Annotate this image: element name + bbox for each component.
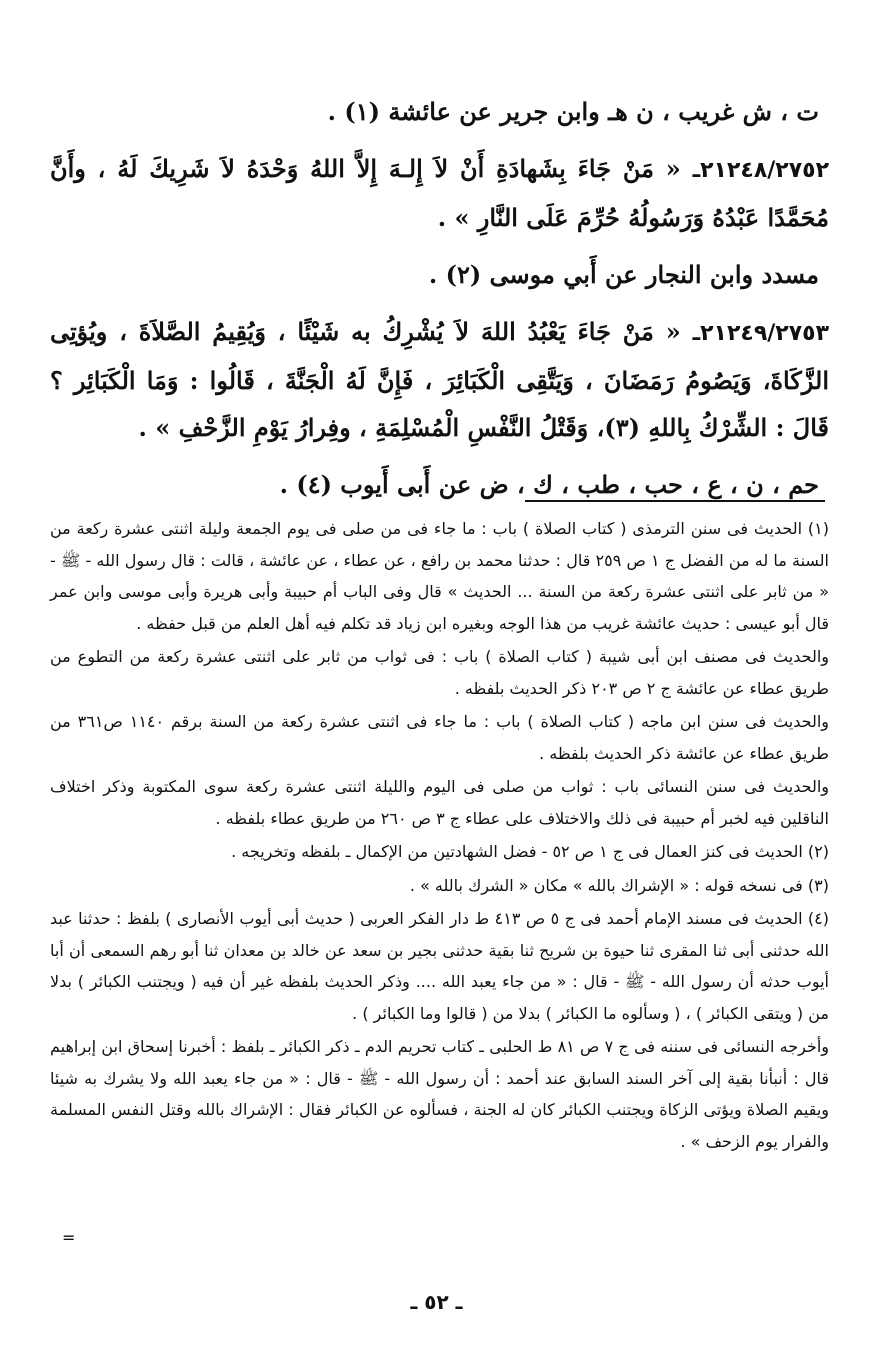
source-line-2752: مسدد وابن النجار عن أَبي موسى (٢) . (428, 260, 819, 289)
footnotes (50, 513, 829, 1159)
hadith-2752 (50, 145, 829, 241)
hadith-2753-number: ٢١٢٤٩/٢٧٥٣ـ (692, 321, 829, 346)
footnote-divider (525, 500, 825, 502)
footnote-4: (٤) الحديث فى مسند الإمام أحمد فى ج ٥ ص ٤١٣ ط دار الفكر العربى ( حديث أبى أيوب الأنصارى ) بلفظ : حدثنا عبد الله حدثنى أبى ثنا المقرى ثنا حيوة بن شريح ثنا بقية حدثنى بجير بن سعد عن خالد بن معدان ثنا أبو رهم السمعى أن أبا أيوب حدثه أن رسول الله - ﷺ - قال : « من جاء يعبد الله .... وذكر الحديث بلفظه غير أن فيه ( ويجتنب الكبائر ) بدلا من ( ويتقى الكبائر ) ، ( وسألوه ما الكبائر ) بدلا من ( قالوا وما الكبائر ) . (50, 909, 830, 1023)
footnote-1: (١) الحديث فى سنن الترمذى ( كتاب الصلاة ) باب : ما جاء فى من صلى فى يوم الجمعة وليلة اثنتى عشرة ركعة من السنة ما له من الفضل ج ١ ص ٢٥٩ قال : حدثنا محمد بن رافع ، عن عطاء ، عن عائشة ، قالت : قال رسول الله - ﷺ - « من ثابر على اثنتى عشرة ركعة من السنة ... الحديث » قال وفى الباب أم حبيبة وأبى هريرة وأبى موسى وابن عمر قال أبو عيسى : حديث عائشة غريب من هذا الوجه وبغيره ابن زياد قد تكلم فيه أهل العلم من قبل حفظه . (50, 519, 830, 633)
hadith-2753 (50, 308, 829, 451)
hadith-2752-number: ٢١٢٤٨/٢٧٥٢ـ (692, 158, 829, 183)
page-number: ـ ٥٢ ـ (410, 1290, 463, 1314)
hadith-2753-text: « مَنْ جَاءَ يَعْبُدُ اللهَ لاَ يُشْرِكُ به شَيْئًا ، وَيُقِيمُ الصَّلاَةَ ، ويُؤتِى الزَّكَاةَ، وَيَصُومُ رَمَضَانَ ، وَيَتَّقِى الْكَبَائِرَ ، فَإِنَّ لَهُ الْجَنَّةَ ، قَالُوا : وَمَا الْكَبَائِر ؟ قَالَ : الشِّرْكُ بِاللهِ (٣)، وَقَتْلُ النَّفْسِ الْمُسْلِمَةِ ، وفِرارُ يَوْمِ الزَّحْفِ » . (50, 317, 829, 442)
hadith-2752-text: « مَنْ جَاءَ بِشَهادَةِ أَنْ لاَ إِلـهَ إِلاَّ اللهُ وَحْدَهُ لاَ شَرِيكَ لَهُ ، وأَنَّ مُحَمَّدًا عَبْدُهُ وَرَسُولُهُ حُرِّمَ عَلَى النَّارِ » . (50, 154, 829, 232)
footnote-4-nasai: وأخرجه النسائى فى سننه فى ج ٧ ص ٨١ ط الحلبى ـ كتاب تحريم الدم ـ ذكر الكبائر ـ بلفظ : أخبرنا إسحاق ابن إبراهيم قال : أنبأنا بقية إلى آخر السند السابق عند أحمد : أن رسول الله - ﷺ - قال : « من جاء يعبد الله ولا يشرك به شيئا ويقيم الصلاة ويؤتى الزكاة ويجتنب الكبائر كان له الجنة ، فسألوه عن الكبائر فقال : الإشراك بالله وقتل النفس المسلمة والفرار يوم الزحف » . (50, 1037, 829, 1151)
footnote-3: (٣) فى نسخه قوله : « الإشراك بالله » مكان « الشرك بالله » . (409, 875, 829, 895)
source-line-prev: ت ، ش غريب ، ن هـ وابن جرير عن عائشة (١) . (327, 97, 819, 126)
footnote-1-musannaf: والحديث فى مصنف ابن أبى شيبة ( كتاب الصلاة ) باب : فى ثواب من ثابر على اثنتى عشرة ركعة من التطوع من طريق عطاء عن عائشة ج ٢ ص ٢٠٣ ذكر الحديث بلفظه . (50, 647, 829, 698)
footnote-1-ibn-majah: والحديث فى سنن ابن ماجه ( كتاب الصلاة ) باب : ما جاء فى اثنتى عشرة ركعة من السنة برقم ١١٤٠ ص٣٦١ من طريق عطاء عن عائشة ذكر الحديث بلفظه . (50, 712, 830, 763)
main-text (50, 88, 829, 508)
source-line-2753: حم ، ن ، ع ، حب ، طب ، ك ، ض عن أَبى أَيوب (٤) . (279, 470, 819, 499)
footnote-1-nasai: والحديث فى سنن النسائى باب : ثواب من صلى فى اليوم والليلة اثنتى عشرة ركعة سوى المكتوبة وذكر اختلاف الناقلين فيه لخبر أم حبيبة فى ذلك والاختلاف على عطاء ج ٣ ص ٢٦٠ من طريق عطاء بلفظه . (50, 777, 829, 828)
continuation-mark: = (62, 1228, 76, 1247)
footnote-2: (٢) الحديث فى كنز العمال فى ج ١ ص ٥٢ - فضل الشهادتين من الإكمال ـ بلفظه وتخريجه . (231, 842, 829, 861)
